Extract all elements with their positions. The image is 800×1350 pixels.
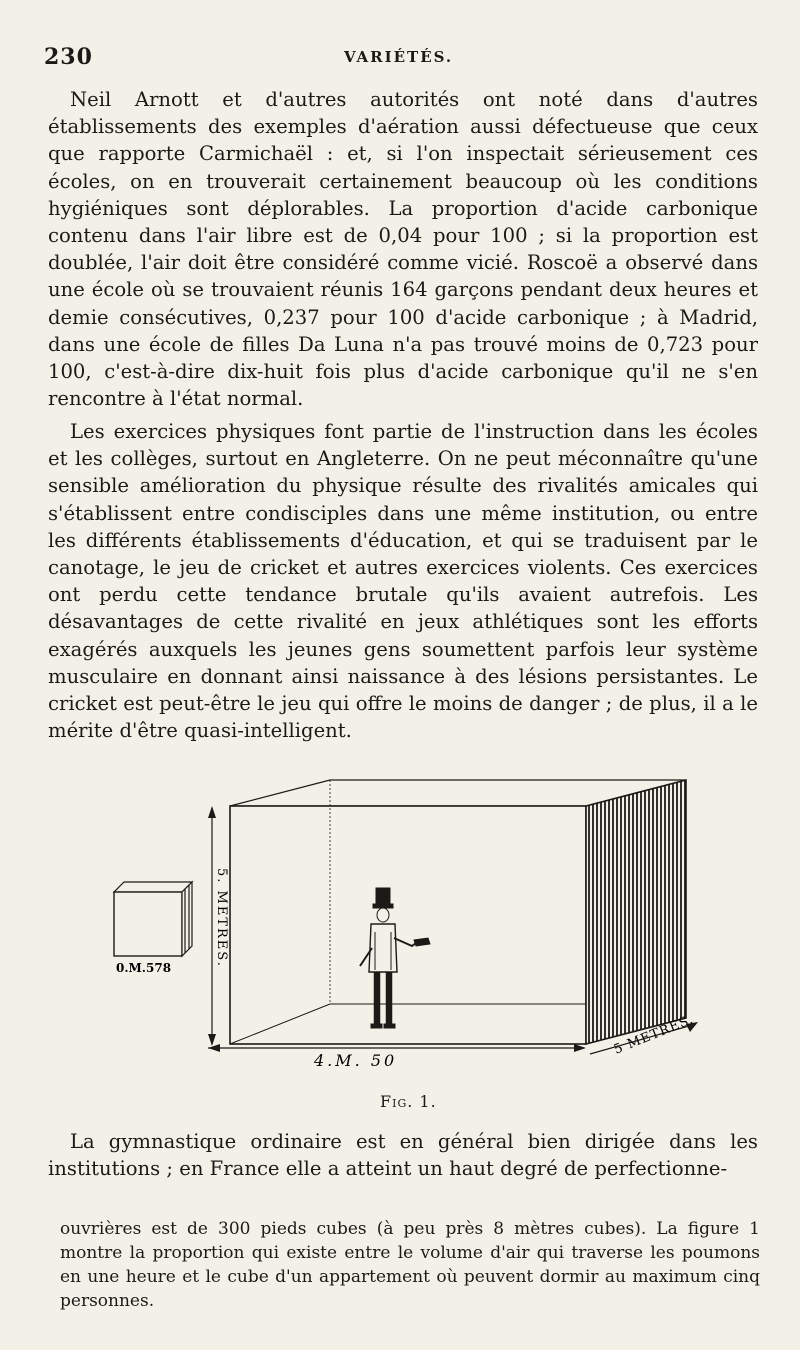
running-head: VARIÉTÉS.	[344, 48, 454, 66]
small-cube	[114, 882, 192, 956]
small-cube-label: 0.M.578	[116, 961, 172, 975]
large-cube	[230, 780, 686, 1044]
footnote-divider	[48, 1206, 758, 1207]
paragraph-gymnastics: La gymnastique ordinaire est en général bien dirigée dans les institutions ; en France elle a atteint un haut degré de perfectionne-	[48, 1130, 758, 1181]
figure-caption-prefix: Fig.	[380, 1092, 414, 1111]
figure-caption	[380, 1092, 437, 1111]
depth-label: 5 METRES.	[611, 1012, 697, 1058]
page-number: 230	[44, 44, 93, 70]
height-label: 5. METRES.	[214, 868, 229, 968]
paragraph-aeration: Neil Arnott et d'autres autorités ont noté dans d'autres établissements des exemples d'aération aussi défectueuse que ceux que rapporte Carmichaël : et, si l'on inspectait sérieusement ces écoles, on en trouverait certainement beaucoup où les conditions hygiéniques sont déplorables. La proportion d'acide carbonique contenu dans l'air libre est de 0,04 pour 100 ; si la proportion est doublée, l'air doit être considéré comme vicié. Roscoë a observé dans une école où se trouvaient réunis 164 garçons pendant deux heures et demie consécutives, 0,237 pour 100 d'acide carbonique ; à Madrid, dans une école de filles Da Luna n'a pas trouvé moins de 0,723 pour 100, c'est-à-dire dix-huit fois plus d'acide carbonique qu'il ne s'en rencontre à l'état normal.	[48, 88, 758, 411]
paragraph-physical-exercise: Les exercices physiques font partie de l'instruction dans les écoles et les collèges, surtout en Angleterre. On ne peut méconnaître qu'une sensible amélioration du physique résulte des rivalités amicales qui s'établissent entre condisciples dans une même institution, ou entre les différents établissements d'éducation, et qui se traduisent par le canotage, le jeu de cricket et autres exercices violents. Ces exercices ont perdu cette tendance brutale qu'ils avaient autrefois. Les désavantages de cette rivalité en jeux athlétiques sont les efforts exagérés auxquels les jeunes gens soumettent parfois leur système musculaire en donnant ainsi naissance à des lésions persistantes. Le cricket est peut-être le jeu qui offre le moins de danger ; de plus, il a le mérite d'être quasi-intelligent.	[48, 420, 758, 743]
footnote: ouvrières est de 300 pieds cubes (à peu près 8 mètres cubes). La figure 1 montre la proportion qui existe entre le volume d'air qui traverse les poumons en une heure et le cube d'un appartement où peuvent dormir au maximum cinq personnes.	[60, 1219, 760, 1311]
width-label: 4.M. 50	[314, 1051, 398, 1070]
figure-room-cube	[96, 772, 746, 1082]
figure-caption-number: 1.	[419, 1092, 437, 1111]
page-header	[44, 44, 760, 74]
